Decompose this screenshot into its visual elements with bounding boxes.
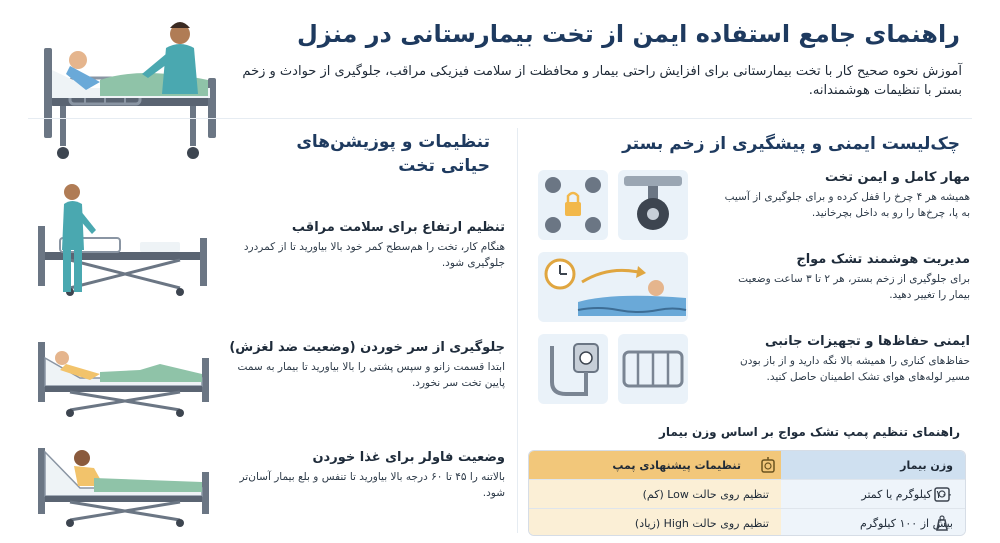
checklist-mattress-text bbox=[720, 252, 970, 303]
row-setting-value: تنظیم روی حالت High (زیاد) bbox=[634, 516, 769, 530]
checklist-rails-text bbox=[720, 334, 970, 385]
checklist-section-title: چک‌لیست ایمنی و پیشگیری از زخم بستر bbox=[622, 134, 960, 154]
pump-table-row bbox=[529, 509, 965, 536]
checklist-brake-text bbox=[720, 170, 970, 221]
position-item-fowler bbox=[30, 448, 505, 528]
caster-wheel-icon bbox=[618, 170, 688, 240]
checklist-mattress-title: مدیریت هوشمند تشک مواج bbox=[796, 252, 970, 267]
pump-gauge-icon bbox=[759, 456, 777, 474]
checklist-rails-desc: حفاظ‌های کناری را همیشه بالا نگه دارید و از باز بودن مسیر لوله‌های هوای تشک اطمینان حاصل کنید. bbox=[739, 355, 970, 383]
pump-table-header bbox=[529, 451, 965, 479]
pump-table-row bbox=[529, 480, 965, 508]
knee-raised-bed-icon bbox=[30, 338, 215, 418]
row-weight-value: بیش از ۱۰۰ کیلوگرم bbox=[859, 516, 953, 530]
page-title: راهنمای جامع استفاده ایمن از تخت بیمارستانی در منزل bbox=[296, 20, 960, 48]
row-setting-cell bbox=[529, 480, 781, 508]
weight-icon bbox=[933, 514, 951, 532]
position-item-height bbox=[30, 218, 505, 298]
position-height-desc: هنگام کار، تخت را هم‌سطح کمر خود بالا بیاورید تا از کمردرد جلوگیری شود. bbox=[243, 241, 505, 269]
air-pump-icon bbox=[538, 334, 608, 404]
position-item-anti-slip bbox=[30, 338, 505, 418]
page-subtitle: آموزش نحوه صحیح کار با تخت بیمارستانی برای افزایش راحتی بیمار و محافظت از سلامت فیزیکی مراقب، جلوگیری از حوادث و زخم بستر با تنظیمات هوشمندانه. bbox=[242, 64, 962, 98]
header-setting-cell bbox=[529, 451, 781, 479]
position-fowler-desc: بالاتنه را ۴۵ تا ۶۰ درجه بالا بیاورید تا تنفس و بلع بیمار آسان‌تر شود. bbox=[239, 471, 505, 499]
row-setting-cell bbox=[529, 509, 781, 536]
checklist-brake-title: مهار کامل و ایمن تخت bbox=[824, 170, 970, 185]
scale-icon bbox=[933, 485, 951, 503]
side-rail-icon bbox=[618, 334, 688, 404]
position-anti-slip-desc: ابتدا قسمت زانو و سپس پشتی را بالا بیاورید تا بیمار به سمت پایین تخت سر نخورد. bbox=[237, 361, 505, 389]
checklist-mattress-desc: برای جلوگیری از زخم بستر، هر ۲ تا ۳ ساعت وضعیت بیمار را تغییر دهید. bbox=[738, 273, 970, 301]
positions-title-line1: تنظیمات و پوزیشن‌های bbox=[296, 132, 490, 152]
checklist-item-brake bbox=[530, 170, 970, 246]
positions-section-title bbox=[190, 130, 490, 178]
pump-table bbox=[528, 450, 966, 536]
positions-title-line2: حیاتی تخت bbox=[398, 156, 490, 176]
position-height-text bbox=[225, 220, 505, 271]
position-fowler-text bbox=[225, 450, 505, 501]
checklist-brake-desc: همیشه هر ۴ چرخ را قفل کرده و برای جلوگیری از آسیب به پا، چرخ‌ها را رو به داخل بچرخانید. bbox=[724, 191, 970, 219]
header-weight-label: وزن بیمار bbox=[900, 458, 953, 472]
air-mattress-icon bbox=[538, 252, 688, 322]
checklist-item-rails bbox=[530, 334, 970, 410]
wheel-lock-icon bbox=[538, 170, 608, 240]
row-weight-value: ۱۰۰ کیلوگرم یا کمتر bbox=[861, 487, 953, 501]
checklist-rails-title: ایمنی حفاظ‌ها و تجهیزات جانبی bbox=[764, 334, 970, 349]
pump-table-title: راهنمای تنظیم پمپ تشک مواج بر اساس وزن بیمار bbox=[658, 425, 960, 439]
position-anti-slip-text bbox=[225, 340, 505, 391]
position-height-title: تنظیم ارتفاع برای سلامت مراقب bbox=[291, 220, 505, 235]
fowler-bed-icon bbox=[30, 448, 215, 528]
header-weight-cell bbox=[779, 451, 965, 479]
position-anti-slip-title: جلوگیری از سر خوردن (وضعیت ضد لغزش) bbox=[229, 340, 505, 355]
nurse-figure-icon bbox=[50, 180, 100, 300]
header-setting-label: تنظیمات پیشنهادی پمپ bbox=[612, 458, 741, 472]
position-fowler-title: وضعیت فاولر برای غذا خوردن bbox=[312, 450, 505, 465]
checklist-item-mattress bbox=[530, 252, 970, 328]
header-divider bbox=[28, 118, 972, 119]
row-setting-value: تنظیم روی حالت Low (کم) bbox=[642, 487, 769, 501]
column-divider bbox=[517, 128, 518, 533]
